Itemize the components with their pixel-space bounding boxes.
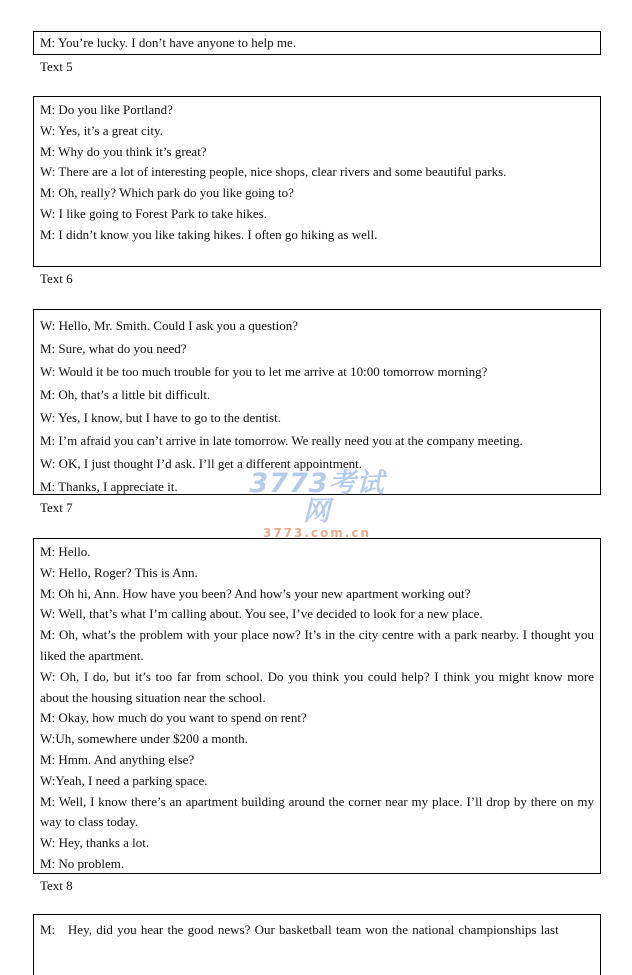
dialogue-line: M: I’m afraid you can’t arrive in late tomorrow. We really need you at the company meeting. <box>40 433 523 448</box>
dialogue-line: M: Do you like Portland? <box>40 102 173 117</box>
dialogue-line: M: I didn’t know you like taking hikes. I often go hiking as well. <box>40 226 378 242</box>
watermark-main-text: 3773考试网 <box>249 468 385 527</box>
dialogue-box-text4 <box>33 31 601 55</box>
dialogue-line: M: Well, I know there’s an apartment building around the corner near my place. I’ll drop by there on my way to class today. <box>40 793 594 830</box>
dialogue-line: M: Why do you think it’s great? <box>40 143 207 159</box>
dialogue-line: M: Oh, what’s the problem with your place now? It’s in the city centre with a park nearby. I thought you liked the apartment. <box>40 627 594 663</box>
dialogue-line: M: Okay, how much do you want to spend on rent? <box>40 710 307 726</box>
dialogue-line: M: Thanks, I appreciate it. <box>40 479 178 494</box>
dialogue-line: M: Oh, really? Which park do you like going to? <box>40 185 294 201</box>
dialogue-line: W: Hello, Mr. Smith. Could I ask you a question? <box>40 318 299 333</box>
dialogue-line: W: Yes, it’s a great city. <box>40 122 163 138</box>
dialogue-line: W: I like going to Forest Park to take hikes. <box>40 205 267 221</box>
dialogue-box-text8 <box>33 914 601 975</box>
dialogue-line: M: Oh, that’s a little bit difficult. <box>40 387 211 402</box>
dialogue-line: W: Oh, I do, but it’s too far from school. Do you think you could help? I think you might know more about the housing situation near the school. <box>40 668 594 705</box>
dialogue-line: M: Hmm. And anything else? <box>40 751 195 767</box>
section-heading-text5: Text 5 <box>40 59 73 74</box>
dialogue-line: M: Hello. <box>40 544 91 559</box>
dialogue-box-text6 <box>33 309 601 495</box>
dialogue-line: M: No problem. <box>40 855 125 871</box>
dialogue-line: W: Yes, I know, but I have to go to the dentist. <box>40 410 281 425</box>
section-heading-text8: Text 8 <box>40 878 73 893</box>
dialogue-line: W: Would it be too much trouble for you to let me arrive at 10:00 tomorrow morning? <box>40 364 488 379</box>
dialogue-line: W: There are a lot of interesting people, nice shops, clear rivers and some beautiful parks. <box>40 164 507 180</box>
dialogue-line: W:Yeah, I need a parking space. <box>40 772 208 788</box>
watermark-url-text: 3773.com.cn <box>262 526 372 540</box>
dialogue-line: M: Sure, what do you need? <box>40 341 187 356</box>
section-heading-text7: Text 7 <box>40 500 73 515</box>
dialogue-line: W: Well, that’s what I’m calling about. You see, I’ve decided to look for a new place. <box>40 606 483 622</box>
dialogue-box-text5 <box>33 96 601 267</box>
dialogue-line: W: OK, I just thought I’d ask. I’ll get a different appointment. <box>40 456 363 471</box>
section-heading-text6: Text 6 <box>40 271 73 286</box>
dialogue-line: W: Hello, Roger? This is Ann. <box>40 564 198 580</box>
dialogue-line: M: You’re lucky. I don’t have anyone to help me. <box>40 35 296 50</box>
dialogue-line: M: Hey, did you hear the good news? Our basketball team won the national championships last <box>40 922 559 937</box>
dialogue-line: W:Uh, somewhere under $200 a month. <box>40 731 248 747</box>
dialogue-line: W: Hey, thanks a lot. <box>40 835 150 851</box>
dialogue-line: M: Oh hi, Ann. How have you been? And how’s your new apartment working out? <box>40 585 471 601</box>
dialogue-box-text7 <box>33 538 601 874</box>
